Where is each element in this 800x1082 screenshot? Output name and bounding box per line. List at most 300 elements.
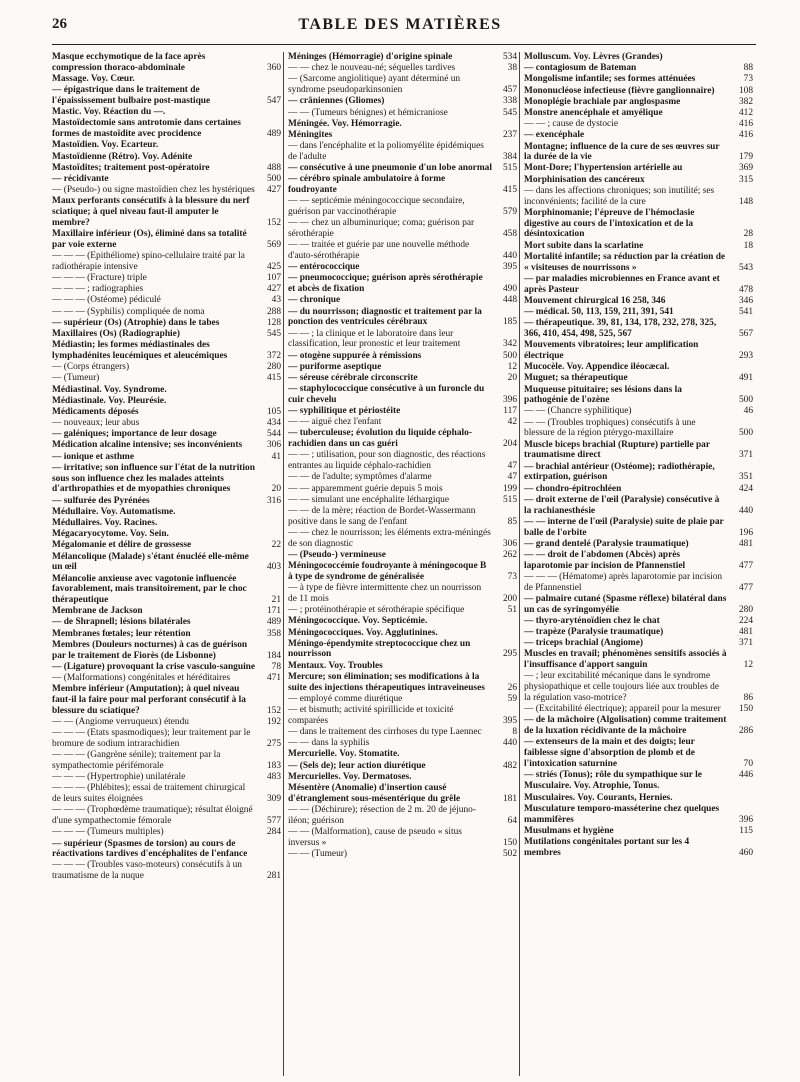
entry-text: Mort subite dans la scarlatine bbox=[524, 240, 644, 251]
entry-text: — — traitée et guérie par une nouvelle méthode d'auto-sérothérapie bbox=[288, 240, 470, 262]
entry-text: — sulfurée des Pyrénées bbox=[52, 495, 150, 506]
entry-page-ref: 288 bbox=[266, 306, 281, 317]
entry-text: Méninges (Hémorragie) d'origine spinale bbox=[288, 52, 453, 62]
index-entry bbox=[52, 318, 284, 329]
entry-page-ref: 200 bbox=[502, 593, 517, 604]
entry-text: — par maladies microbiennes en France avant et après Pasteur bbox=[524, 273, 720, 295]
index-entry bbox=[52, 340, 284, 362]
index-entry bbox=[52, 163, 284, 174]
index-entry bbox=[524, 406, 756, 417]
entry-text: — — chez le nouveau-né; séquelles tardives bbox=[288, 63, 456, 74]
index-entry bbox=[288, 428, 520, 450]
index-entry bbox=[52, 606, 284, 617]
entry-page-ref: 152 bbox=[266, 705, 281, 716]
entry-page-ref: 491 bbox=[738, 373, 753, 384]
index-entry bbox=[52, 496, 284, 507]
entry-page-ref: 28 bbox=[743, 229, 753, 240]
entry-page-ref: 446 bbox=[738, 770, 753, 781]
entry-page-ref: 372 bbox=[266, 350, 281, 361]
entry-text: — récidivante bbox=[52, 173, 109, 184]
entry-text: Mégacaryocytome. Voy. Sein. bbox=[52, 529, 169, 540]
index-entry bbox=[524, 837, 756, 859]
index-entry bbox=[52, 717, 284, 728]
page-header bbox=[52, 16, 748, 38]
index-entry bbox=[288, 406, 520, 417]
entry-text: — (Tumeur) bbox=[52, 373, 100, 384]
entry-text: — — chez un albuminurique; coma; guérison par sérothérapie bbox=[288, 218, 475, 240]
entry-page-ref: 425 bbox=[266, 261, 281, 272]
entry-page-ref: 184 bbox=[266, 650, 281, 661]
index-entry bbox=[288, 772, 520, 783]
index-entry bbox=[52, 552, 284, 574]
index-entry bbox=[52, 229, 284, 251]
index-entry bbox=[288, 174, 520, 196]
index-entry bbox=[288, 694, 520, 705]
entry-text: — dans l'encéphalite et la poliomyélite épidémiques de l'adulte bbox=[288, 141, 484, 162]
entry-page-ref: 382 bbox=[738, 96, 753, 107]
entry-page-ref: 21 bbox=[271, 595, 281, 606]
entry-page-ref: 478 bbox=[738, 284, 753, 295]
entry-text: Médiastinal. Voy. Syndrome. bbox=[52, 384, 167, 395]
index-entry bbox=[524, 318, 756, 340]
entry-page-ref: 12 bbox=[743, 660, 753, 671]
index-entry bbox=[288, 218, 520, 240]
entry-text: Muguet; sa thérapeutique bbox=[524, 373, 628, 384]
index-entry bbox=[288, 672, 520, 694]
entry-text: — supérieur (Os) (Atrophie) dans le tabes bbox=[52, 317, 220, 328]
index-entry bbox=[288, 661, 520, 672]
entry-text: — — simulant une encéphalite léthargique bbox=[288, 494, 449, 505]
index-entry bbox=[524, 484, 756, 495]
index-entry bbox=[524, 638, 756, 649]
entry-page-ref: 440 bbox=[502, 251, 517, 262]
entry-text: Mongolisme infantile; ses formes atténuées bbox=[524, 74, 696, 85]
entry-page-ref: 569 bbox=[266, 239, 281, 250]
entry-text: — — (Chancre syphilitique) bbox=[524, 406, 632, 417]
entry-text: — — — (Fracture) triple bbox=[52, 273, 147, 284]
page-number: 26 bbox=[52, 16, 67, 32]
entry-text: — (Sarcome angiolitique) ayant déterminé un syndrome pseudoparkinsonien bbox=[288, 74, 461, 96]
entry-page-ref: 128 bbox=[266, 317, 281, 328]
index-entry bbox=[524, 63, 756, 74]
index-entry bbox=[52, 750, 284, 772]
index-entry bbox=[288, 262, 520, 273]
entry-text: — puriforme aseptique bbox=[288, 361, 382, 372]
entry-text: — grand dentelé (Paralysie traumatique) bbox=[524, 538, 689, 549]
entry-page-ref: 8 bbox=[512, 727, 517, 738]
index-entry bbox=[524, 517, 756, 539]
entry-text: Musculaire. Voy. Atrophie, Tonus. bbox=[524, 781, 660, 792]
index-entry bbox=[288, 495, 520, 506]
index-entry bbox=[288, 417, 520, 428]
entry-text: Médication alcaline intensive; ses inconvénients bbox=[52, 440, 243, 451]
entry-text: Membrane de Jackson bbox=[52, 606, 143, 617]
index-entry bbox=[52, 85, 284, 107]
index-entry bbox=[52, 429, 284, 440]
index-column-1 bbox=[52, 52, 284, 1076]
entry-text: Membranes fœtales; leur rétention bbox=[52, 628, 191, 639]
index-entry bbox=[524, 130, 756, 141]
entry-page-ref: 280 bbox=[266, 362, 281, 373]
index-entry bbox=[52, 273, 284, 284]
index-entry bbox=[524, 550, 756, 572]
entry-page-ref: 415 bbox=[502, 185, 517, 196]
index-entry bbox=[52, 728, 284, 750]
entry-text: — (Ligature) provoquant la crise vasculo-sanguine bbox=[52, 661, 256, 672]
entry-text: Mouvements vibratoires; leur amplification électrique bbox=[524, 340, 699, 361]
index-entry bbox=[288, 362, 520, 373]
index-entry bbox=[52, 174, 284, 185]
entry-page-ref: 483 bbox=[266, 772, 281, 783]
entry-text: Muscles en travail; phénomènes sensitifs associés à l'insuffisance d'apport sanguin bbox=[524, 649, 727, 671]
index-entry bbox=[524, 108, 756, 119]
entry-text: Monstre anencéphale et amyélique bbox=[524, 107, 663, 118]
index-entry bbox=[288, 273, 520, 295]
entry-page-ref: 427 bbox=[266, 185, 281, 196]
entry-text: — — ; utilisation, pour son diagnostic, des réactions entrantes au liquide céphalo-rachidien bbox=[288, 450, 486, 472]
entry-text: Morphinomanie; l'épreuve de l'hémoclasie digestive au cours de l'intoxication et de la désintoxication bbox=[524, 207, 695, 240]
index-entry bbox=[524, 616, 756, 627]
entry-page-ref: 204 bbox=[502, 439, 517, 450]
entry-text: — striés (Tonus); rôle du sympathique sur le bbox=[524, 770, 702, 781]
entry-text: — palmaire cutané (Spasme réflexe) bilatéral dans un cas de syringomyélie bbox=[524, 593, 727, 615]
index-entry bbox=[52, 540, 284, 551]
index-column-3 bbox=[524, 52, 756, 1076]
entry-text: — ; leur excitabilité mécanique dans le syndrome physiopathique et celle toujours liée aux troubles de la régulation vaso-motrice? bbox=[524, 671, 719, 704]
index-entry bbox=[52, 329, 284, 340]
entry-page-ref: 51 bbox=[507, 605, 517, 616]
entry-page-ref: 59 bbox=[507, 693, 517, 704]
index-entry bbox=[524, 274, 756, 296]
index-entry bbox=[524, 737, 756, 769]
entry-text: — extenseurs de la main et des doigts; leur faiblesse signe d'absorption de plomb et de l'intoxication saturnine bbox=[524, 737, 695, 770]
entry-text: Musulmans et hygiène bbox=[524, 825, 614, 836]
entry-page-ref: 567 bbox=[738, 328, 753, 339]
entry-page-ref: 471 bbox=[266, 673, 281, 684]
entry-page-ref: 460 bbox=[738, 847, 753, 858]
entry-text: — nouveaux; leur abus bbox=[52, 418, 140, 429]
index-entry bbox=[288, 63, 520, 74]
entry-text: Montagne; influence de la cure de ses œuvres sur la durée de la vie bbox=[524, 141, 720, 163]
entry-page-ref: 316 bbox=[266, 495, 281, 506]
entry-page-ref: 181 bbox=[502, 793, 517, 804]
entry-text: — (Pseudo-) ou signe mastoïdien chez les hystériques bbox=[52, 185, 255, 196]
entry-text: — — septicémie méningococcique secondaire, guérison par vaccinothérapie bbox=[288, 196, 465, 218]
index-entry bbox=[288, 506, 520, 528]
entry-page-ref: 545 bbox=[502, 107, 517, 118]
entry-text: — (Sels de); leur action diurétique bbox=[288, 760, 426, 771]
index-entry bbox=[288, 738, 520, 749]
index-entry bbox=[524, 252, 756, 274]
entry-text: — galéniques; importance de leur dosage bbox=[52, 429, 217, 440]
index-entry bbox=[52, 440, 284, 451]
entry-text: Muqueuse pituitaire; ses lésions dans la pathogénie de l'ozène bbox=[524, 384, 682, 406]
entry-page-ref: 196 bbox=[738, 527, 753, 538]
entry-text: — — ; la clinique et le laboratoire dans leur classification, leur pronostic et leur traitement bbox=[288, 328, 461, 350]
index-entry bbox=[52, 251, 284, 273]
entry-page-ref: 338 bbox=[502, 96, 517, 107]
entry-text: — supérieur (Spasmes de torsion) au cours de réactivations tardives d'encéphalites de l'enfance bbox=[52, 838, 248, 860]
entry-page-ref: 500 bbox=[738, 395, 753, 406]
entry-page-ref: 280 bbox=[738, 604, 753, 615]
index-entry bbox=[288, 749, 520, 760]
entry-text: — et bismuth; activité spirillicide et toxicité comparées bbox=[288, 705, 454, 726]
entry-text: Maux perforants consécutifs à la blessure du nerf sciatique; à quel niveau faut-il amputer le membre? bbox=[52, 196, 250, 228]
entry-text: — (Excitabilité électrique); appareil pour la mesurer bbox=[524, 704, 721, 715]
entry-page-ref: 502 bbox=[502, 848, 517, 859]
entry-text: — — — (Trophœdème traumatique); résultat éloigné d'une sympathectomie fémorale bbox=[52, 805, 253, 827]
index-entry bbox=[288, 295, 520, 306]
index-entry bbox=[524, 594, 756, 616]
entry-text: Maxillaires (Os) (Radiographie) bbox=[52, 328, 180, 339]
entry-text: — — chez le nourrisson; les éléments extra-méningés de son diagnostic bbox=[288, 527, 491, 549]
entry-page-ref: 477 bbox=[738, 560, 753, 571]
entry-page-ref: 395 bbox=[502, 715, 517, 726]
index-entry bbox=[288, 196, 520, 218]
index-entry bbox=[524, 186, 756, 208]
entry-text: Mélancolique (Malade) s'étant énucléé elle-même un œil bbox=[52, 551, 249, 573]
index-entry bbox=[288, 351, 520, 362]
entry-text: — contagiosum de Bateman bbox=[524, 63, 637, 74]
index-entry bbox=[52, 118, 284, 140]
entry-page-ref: 108 bbox=[738, 85, 753, 96]
entry-text: — — dans la syphilis bbox=[288, 738, 370, 749]
index-entry bbox=[288, 616, 520, 627]
entry-text: — — — (Ostéome) pédiculé bbox=[52, 295, 161, 306]
entry-page-ref: 293 bbox=[738, 350, 753, 361]
entry-text: — pneumococcique; guérison après sérothérapie et abcès de fixation bbox=[288, 273, 483, 295]
index-entry bbox=[52, 463, 284, 495]
index-entry bbox=[52, 507, 284, 518]
entry-text: Médiastinale. Voy. Pleurésie. bbox=[52, 395, 167, 406]
entry-text: Mastoïdectomie sans antrotomie dans certaines formes de mastoïdite avec procidence bbox=[52, 118, 241, 140]
index-entry bbox=[288, 583, 520, 605]
index-entry bbox=[288, 373, 520, 384]
index-entry bbox=[52, 529, 284, 540]
index-entry bbox=[524, 208, 756, 240]
entry-page-ref: 183 bbox=[266, 760, 281, 771]
index-entry bbox=[52, 805, 284, 827]
entry-page-ref: 47 bbox=[507, 461, 517, 472]
entry-text: Mégalomanie et délire de grossesse bbox=[52, 540, 192, 551]
entry-page-ref: 369 bbox=[738, 163, 753, 174]
entry-text: — (Malformations) congénitales et héréditaires bbox=[52, 673, 231, 684]
entry-page-ref: 281 bbox=[266, 871, 281, 882]
entry-text: — irritative; son influence sur l'état de la nutrition sous son influence chez les malades atteints d'arthropathies et de myopathies chroniques bbox=[52, 462, 255, 495]
entry-page-ref: 47 bbox=[507, 472, 517, 483]
index-entry bbox=[524, 175, 756, 186]
entry-page-ref: 346 bbox=[738, 295, 753, 306]
index-entry bbox=[288, 472, 520, 483]
index-entry bbox=[524, 362, 756, 373]
index-entry bbox=[52, 284, 284, 295]
entry-page-ref: 457 bbox=[502, 85, 517, 96]
entry-text: — médical. 50, 113, 159, 211, 391, 541 bbox=[524, 306, 674, 317]
header-rule bbox=[52, 44, 756, 45]
entry-text: — — — (Hématome) après laparotomie par incision de Pfannenstiel bbox=[524, 571, 723, 593]
entry-page-ref: 412 bbox=[738, 107, 753, 118]
entry-page-ref: 73 bbox=[743, 74, 753, 85]
entry-page-ref: 192 bbox=[266, 717, 281, 727]
entry-page-ref: 360 bbox=[266, 62, 281, 73]
entry-page-ref: 179 bbox=[738, 152, 753, 163]
entry-text: — épigastrique dans le traitement de l'épaississement bulbaire post-mastique bbox=[52, 85, 211, 106]
entry-page-ref: 547 bbox=[266, 95, 281, 106]
page-title: TABLE DES MATIÈRES bbox=[298, 16, 502, 33]
entry-text: — chondro-épitrochléen bbox=[524, 483, 622, 494]
entry-page-ref: 424 bbox=[738, 483, 753, 494]
index-entry bbox=[52, 617, 284, 628]
entry-text: Massage. Voy. Cœur. bbox=[52, 73, 135, 84]
index-entry bbox=[288, 240, 520, 262]
entry-page-ref: 415 bbox=[266, 373, 281, 384]
entry-page-ref: 46 bbox=[743, 406, 753, 417]
entry-text: — dans les affections chroniques; son inutilité; ses inconvénients; facilité de la cure bbox=[524, 185, 715, 207]
index-entry bbox=[52, 673, 284, 684]
entry-text: — — (Tumeurs bénignes) et hémicraniose bbox=[288, 107, 448, 118]
index-entry bbox=[288, 805, 520, 827]
entry-text: — employé comme diurétique bbox=[288, 693, 403, 704]
entry-text: Mercurielle. Voy. Stomatite. bbox=[288, 749, 400, 760]
entry-page-ref: 416 bbox=[738, 119, 753, 130]
entry-page-ref: 295 bbox=[502, 649, 517, 660]
index-entry bbox=[524, 142, 756, 164]
entry-page-ref: 490 bbox=[502, 284, 517, 295]
index-entry bbox=[52, 52, 284, 74]
entry-page-ref: 515 bbox=[502, 163, 517, 174]
entry-text: — chronique bbox=[288, 295, 341, 306]
entry-page-ref: 371 bbox=[738, 450, 753, 461]
entry-page-ref: 150 bbox=[738, 704, 753, 715]
entry-page-ref: 85 bbox=[507, 516, 517, 527]
entry-text: Musculature temporo-masséterine chez quelques mammifères bbox=[524, 803, 720, 825]
entry-page-ref: 579 bbox=[502, 207, 517, 218]
index-entry bbox=[52, 860, 284, 882]
entry-text: Membre inférieur (Amputation); à quel niveau faut-il la faire pour mal perforant consécutif à la blessure du sciatique? bbox=[52, 684, 246, 716]
index-entry bbox=[524, 296, 756, 307]
entry-text: Médiastin; les formes médiastinales des lymphadénites leucémiques et aleucémiques bbox=[52, 340, 228, 361]
entry-text: Mastoïdien. Voy. Ecarteur. bbox=[52, 140, 159, 151]
index-entry bbox=[52, 827, 284, 838]
entry-page-ref: 534 bbox=[502, 52, 517, 62]
entry-page-ref: 384 bbox=[502, 151, 517, 162]
index-columns bbox=[52, 52, 756, 1076]
index-entry bbox=[524, 495, 756, 517]
index-entry bbox=[52, 196, 284, 228]
index-entry bbox=[52, 407, 284, 418]
entry-text: — — aiguë chez l'enfant bbox=[288, 417, 382, 428]
entry-text: — staphylococcique consécutive à un furoncle du cuir chevelu bbox=[288, 384, 485, 405]
entry-page-ref: 342 bbox=[502, 339, 517, 350]
entry-page-ref: 489 bbox=[266, 617, 281, 628]
entry-page-ref: 544 bbox=[266, 429, 281, 440]
index-entry bbox=[524, 241, 756, 252]
entry-text: Mucocèle. Voy. Appendice iléocæcal. bbox=[524, 362, 670, 373]
entry-page-ref: 70 bbox=[743, 759, 753, 770]
index-entry bbox=[288, 484, 520, 495]
entry-page-ref: 306 bbox=[266, 440, 281, 451]
entry-text: — — — (Etats spasmodiques); leur traitement par le bromure de sodium intrarachidien bbox=[52, 728, 251, 749]
entry-text: Mortalité infantile; sa réduction par la création de « visiteuses de nourrissons » bbox=[524, 251, 726, 273]
entry-text: Médullaire. Voy. Automatisme. bbox=[52, 506, 176, 517]
index-entry bbox=[288, 384, 520, 406]
entry-page-ref: 427 bbox=[266, 284, 281, 295]
index-entry bbox=[288, 727, 520, 738]
index-entry bbox=[288, 761, 520, 772]
entry-page-ref: 440 bbox=[502, 738, 517, 749]
entry-page-ref: 117 bbox=[503, 406, 517, 417]
index-entry bbox=[288, 783, 520, 805]
index-entry bbox=[524, 649, 756, 671]
entry-text: Masque ecchymotique de la face après compression thoraco-abdominale bbox=[52, 52, 206, 73]
index-entry bbox=[52, 418, 284, 429]
index-entry bbox=[288, 550, 520, 561]
entry-page-ref: 396 bbox=[738, 814, 753, 825]
entry-page-ref: 545 bbox=[266, 328, 281, 339]
index-entry bbox=[524, 826, 756, 837]
index-entry bbox=[524, 770, 756, 781]
index-entry bbox=[524, 307, 756, 318]
index-entry bbox=[52, 772, 284, 783]
entry-page-ref: 577 bbox=[266, 816, 281, 827]
index-entry bbox=[288, 639, 520, 661]
index-entry bbox=[524, 627, 756, 638]
entry-page-ref: 152 bbox=[266, 217, 281, 228]
entry-text: — — (Déchirure); résection de 2 m. 20 de jéjuno-iléon; guérison bbox=[288, 804, 476, 826]
entry-page-ref: 43 bbox=[271, 295, 281, 306]
entry-text: — — — (Tumeurs multiples) bbox=[52, 827, 164, 838]
entry-text: Morphinisation des cancéreux bbox=[524, 174, 645, 185]
index-entry bbox=[524, 804, 756, 826]
entry-text: Mononucléose infectieuse (fièvre ganglionnaire) bbox=[524, 85, 715, 96]
entry-page-ref: 489 bbox=[266, 129, 281, 140]
entry-page-ref: 38 bbox=[507, 63, 517, 74]
entry-page-ref: 500 bbox=[738, 428, 753, 439]
entry-text: Muscle biceps brachial (Rupture) partielle par traumatisme direct bbox=[524, 439, 710, 461]
entry-page-ref: 107 bbox=[266, 273, 281, 284]
entry-text: — à type de fièvre intermittente chez un nourrisson de 11 mois bbox=[288, 583, 482, 604]
index-entry bbox=[288, 74, 520, 96]
entry-page-ref: 541 bbox=[738, 306, 753, 317]
index-entry bbox=[288, 450, 520, 472]
entry-text: — otogène suppurée à rémissions bbox=[288, 350, 422, 361]
index-entry bbox=[524, 539, 756, 550]
entry-page-ref: 199 bbox=[502, 483, 517, 494]
entry-text: Mouvement chirurgical 16 258, 346 bbox=[524, 295, 666, 306]
entry-page-ref: 284 bbox=[266, 827, 281, 838]
entry-text: — syphilitique et périostéite bbox=[288, 406, 401, 417]
entry-text: Monoplégie brachiale par anglospasme bbox=[524, 96, 681, 107]
index-entry bbox=[524, 52, 756, 63]
entry-page-ref: 150 bbox=[502, 837, 517, 848]
index-column-2 bbox=[288, 52, 520, 1076]
entry-text: — thérapeutique. 39, 81, 134, 178, 232, 278, 325, 366, 410, 454, 498, 525, 567 bbox=[524, 318, 717, 339]
entry-text: Médullaires. Voy. Racines. bbox=[52, 517, 158, 528]
entry-page-ref: 482 bbox=[502, 760, 517, 771]
index-entry bbox=[288, 307, 520, 329]
entry-text: — — (Malformation), cause de pseudo « situs inversus » bbox=[288, 826, 462, 848]
entry-text: — de la mâchoire (Algolisation) comme traitement de la luxation récidivante de la mâchoire bbox=[524, 715, 727, 737]
entry-text: — ionique et asthme bbox=[52, 451, 135, 462]
entry-page-ref: 105 bbox=[266, 406, 281, 417]
entry-text: — droit externe de l'œil (Paralysie) consécutive à la rachianesthésie bbox=[524, 494, 720, 516]
entry-text: — cérébro spinale ambulatoire à forme foudroyante bbox=[288, 174, 446, 196]
index-entry bbox=[52, 452, 284, 463]
entry-text: Méningites bbox=[288, 129, 333, 140]
entry-text: — du nourrisson; diagnostic et traitement par la ponction des ventricules cérébraux bbox=[288, 306, 482, 328]
index-entry bbox=[52, 629, 284, 640]
entry-text: Méningococcique. Voy. Septicémie. bbox=[288, 616, 428, 627]
